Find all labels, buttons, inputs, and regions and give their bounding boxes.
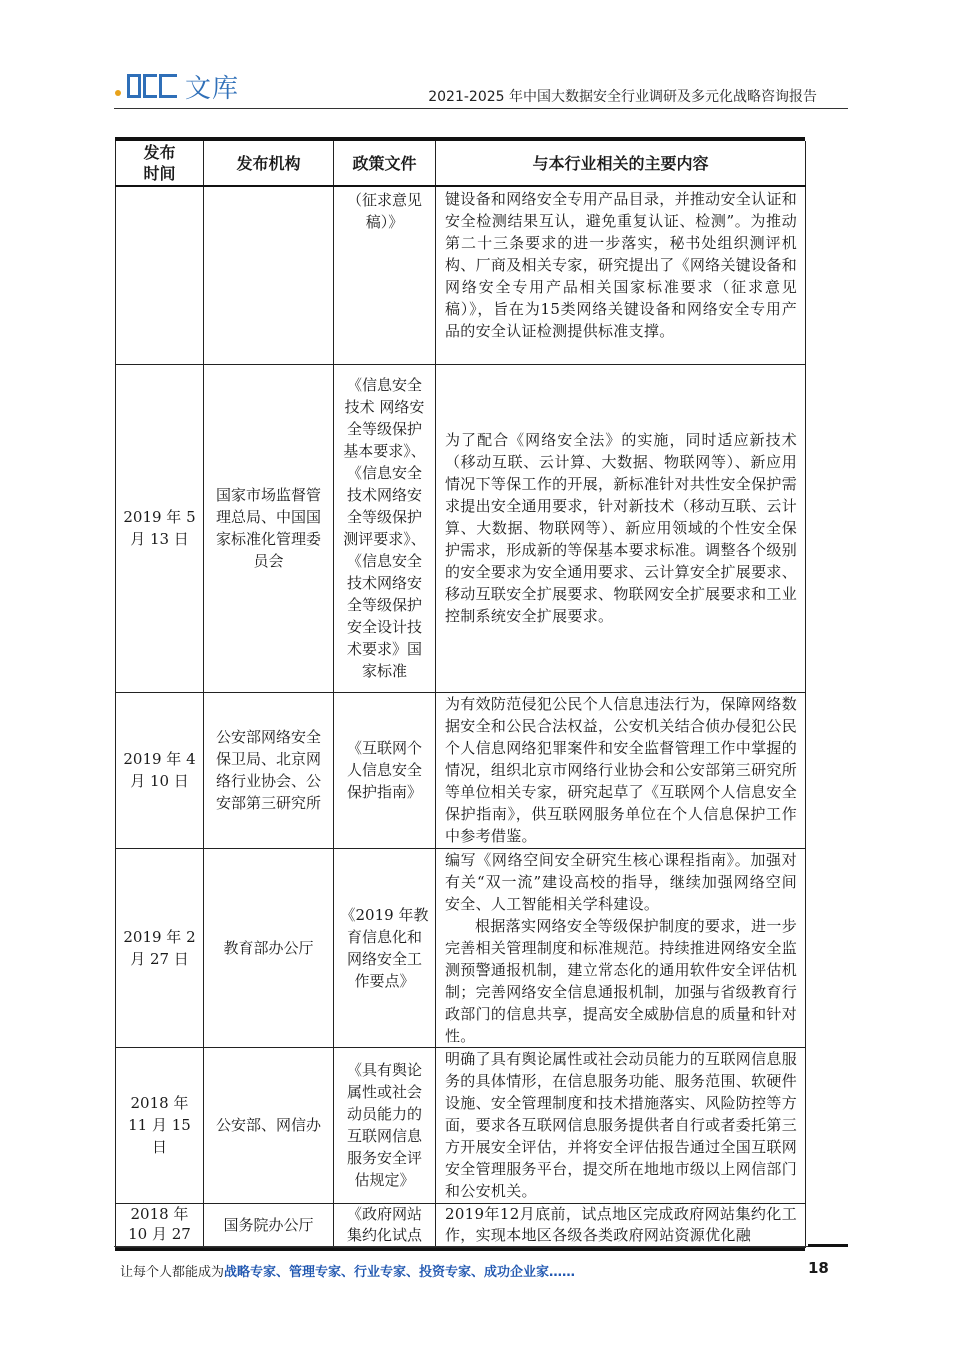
footer-slogan-prefix: 让每个人都能成为 <box>120 1265 225 1280</box>
footer-divider <box>114 1246 848 1247</box>
table-header-row <box>116 141 806 186</box>
column-header-content: 与本行业相关的主要内容 <box>436 141 806 186</box>
row-policy: 《政府网站集约化试点 <box>334 1203 436 1247</box>
row-date: 2019 年 2 月 27 日 <box>116 848 204 1047</box>
logo-text: 文库 <box>185 73 240 104</box>
row-policy: 《具有舆论属性或社会动员能力的互联网信息服务安全评估规定》 <box>334 1047 436 1203</box>
row-content-paragraph: 编写《网络空间安全研究生核心课程指南》。加强对有关“双一流”建设高校的指导，继续加强网络空间安全、人工智能相关学科建设。 <box>445 850 797 913</box>
row-policy: 《信息安全技术 网络安全等级保护基本要求》、《信息安全技术网络安全等级保护测评要求》、《信息安全技术网络安全等级保护安全设计技术要求》国家标准 <box>334 364 436 692</box>
header-divider <box>114 108 848 109</box>
row-content: 2019年12月底前，试点地区完成政府网站集约化工作，实现本地区各级各类政府网站资源优化融 <box>436 1203 806 1247</box>
footer-slogan-highlight: 战略专家、管理专家、行业专家、投资专家、成功企业家…… <box>224 1265 576 1280</box>
report-title: 2021-2025 年中国大数据安全行业调研及多元化战略咨询报告 <box>428 89 817 105</box>
row-content <box>436 848 806 1047</box>
page-number: 18 <box>808 1259 829 1277</box>
row-date: 2018 年 11 月 15 日 <box>116 1047 204 1203</box>
row-policy: 《互联网个人信息安全保护指南》 <box>334 692 436 848</box>
policy-table <box>115 137 805 1251</box>
row-policy: 《2019 年教育信息化和网络安全工作要点》 <box>334 848 436 1047</box>
row-agency: 国务院办公厅 <box>204 1203 334 1247</box>
table-row <box>116 186 806 364</box>
row-date <box>116 186 204 364</box>
table-row <box>116 1047 806 1203</box>
table-bottom-rule <box>115 1248 805 1251</box>
row-content: 明确了具有舆论属性或社会动员能力的互联网信息服务的具体情形，在信息服务功能、服务范围、软硬件设施、安全管理制度和技术措施落实、风险防控等方面，要求各互联网信息服务提供者自行或者委托第三方开展安全评估，并将安全评估报告通过全国互联网安全管理服务平台，提交所在地地市级以上网信部门和公安机关。 <box>436 1047 806 1203</box>
row-date: 2019 年 5 月 13 日 <box>116 364 204 692</box>
row-content: 为有效防范侵犯公民个人信息违法行为，保障网络数据安全和公民合法权益，公安机关结合侦办侵犯公民个人信息网络犯罪案件和安全监督管理工作中掌握的情况，组织北京市网络行业协会和公安部第三研究所等单位相关专家，研究起草了《互联网个人信息安全保护指南》，供互联网服务单位在个人信息保护工作中参考借鉴。 <box>436 692 806 848</box>
row-content: 键设备和网络安全专用产品目录，并推动安全认证和安全检测结果互认，避免重复认证、检测”。为推动第二十三条要求的进一步落实，秘书处组织测评机构、厂商及相关专家，研究提出了《网络关键设备和网络安全专用产品相关国家标准要求（征求意见稿）》，旨在为15类网络关键设备和网络安全专用产品的安全认证检测提供标准支撑。 <box>436 186 806 364</box>
table-row <box>116 848 806 1047</box>
row-date: 2019 年 4 月 10 日 <box>116 692 204 848</box>
row-agency <box>204 186 334 364</box>
table-row <box>116 1203 806 1247</box>
row-content: 为了配合《网络安全法》的实施，同时适应新技术（移动互联、云计算、大数据、物联网等）、新应用情况下等保工作的开展，新标准针对共性安全保护需求提出安全通用要求，针对新技术（移动互联、云计算、大数据、物联网等）、新应用领域的个性安全保护需求，形成新的等保基本要求标准。调整各个级别的安全要求为安全通用要求、云计算安全扩展要求、移动互联安全扩展要求、物联网安全扩展要求和工业控制系统安全扩展要求。 <box>436 364 806 692</box>
footer-slogan <box>120 1261 575 1280</box>
column-header-agency: 发布机构 <box>204 141 334 186</box>
footer-accent-rule <box>808 1244 848 1247</box>
row-content-paragraph: 根据落实网络安全等级保护制度的要求，进一步完善相关管理制度和标准规范。持续推进网络安全监测预警通报机制，建立常态化的通用软件安全评估机制；完善网络安全信息通报机制，加强与省级教育行政部门的信息共享，提高安全威胁信息的质量和针对性。 <box>445 916 797 1045</box>
table-row <box>116 364 806 692</box>
row-agency: 公安部、网信办 <box>204 1047 334 1203</box>
column-header-date: 发布时间 <box>116 141 204 186</box>
row-policy: （征求意见稿）》 <box>334 186 436 364</box>
column-header-policy: 政策文件 <box>334 141 436 186</box>
row-agency: 教育部办公厅 <box>204 848 334 1047</box>
row-date: 2018 年 10 月 27 <box>116 1203 204 1247</box>
table-row <box>116 692 806 848</box>
row-agency: 国家市场监督管理总局、中国国家标准化管理委员会 <box>204 364 334 692</box>
row-agency: 公安部网络安全保卫局、北京网络行业协会、公安部第三研究所 <box>204 692 334 848</box>
